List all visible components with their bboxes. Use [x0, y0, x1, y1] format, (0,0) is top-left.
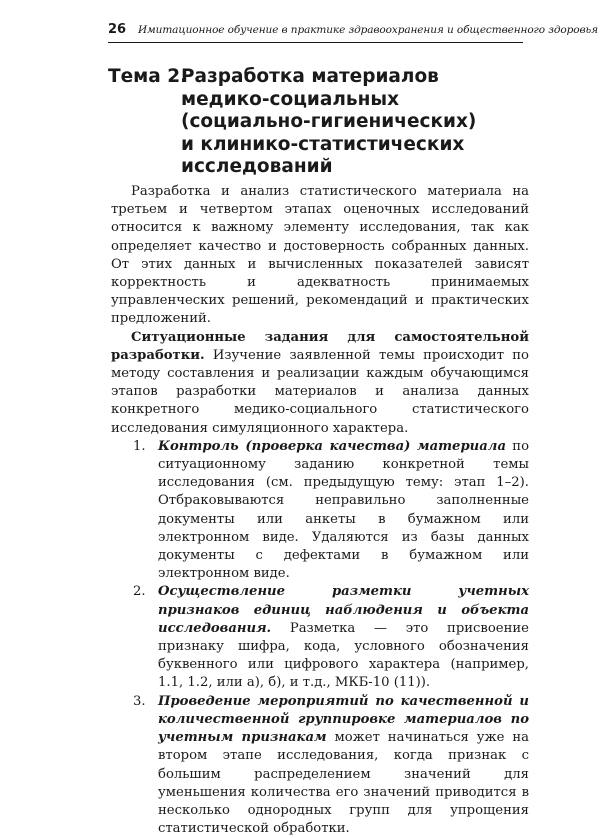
list-item-text: по ситуационному заданию конкретной темы исследования (см. предыдущую тему: этап 1–2). Отбраковываются неправильно заполненные документы или анкеты в бумажном или электронном виде. Удаляются из базы данных документы с дефектами в бумажном или электронном виде. — [158, 438, 530, 582]
list-item-number: 2. — [133, 584, 146, 600]
list-item-body — [158, 583, 529, 692]
tasks-text: Изучение заявленной темы происходит по методу составления и реализации каждым обучающимся этапов разработки материалов и анализа данных конкретного медико-социального статистического исследования симуляционного характера. — [111, 347, 529, 436]
page-number: 26 — [108, 22, 127, 37]
chapter-title — [181, 66, 528, 179]
running-head — [108, 18, 598, 43]
chapter-title-line: Разработка материалов — [181, 66, 439, 87]
list-item-term: Осуществление разметки учетных признаков единиц наблюдения и объекта исследования. — [158, 584, 529, 636]
list-item-term: Проведение мероприятий по качественной и количественной группировке материалов по учетным признакам — [158, 693, 529, 746]
chapter-title-line: исследований — [181, 156, 333, 177]
list-item — [133, 693, 529, 838]
tasks-lead: Ситуационные задания для самостоятельной разработки. — [111, 329, 529, 363]
chapter-title-line: (социально-гигиенических) — [181, 111, 477, 132]
list-item-body — [158, 693, 529, 838]
list-item-text: может начинаться уже на втором этапе исследования, когда признак с большим распределением значений для уменьшения количества его значений приводится в несколько однородных групп для упрощения статистической обработки. — [158, 730, 529, 837]
running-title: Имитационное обучение в практике здравоохранения и общественного здоровья — [138, 24, 598, 36]
list-item — [133, 438, 529, 584]
list-item — [133, 583, 529, 692]
list-item-body — [158, 438, 529, 584]
list-item-number: 3. — [133, 693, 146, 709]
chapter-heading — [108, 66, 528, 179]
list-item-text: Разметка — это присвоение признаку шифра, кода, условного обозначения буквенного или цифрового характера (например, 1.1, 1.2, или а), б), и т.д., МКБ-10 (11)). — [158, 620, 529, 691]
chapter-title-line: медико-социальных — [181, 88, 400, 110]
list-item-term: Контроль (проверка качества) материала — [158, 438, 507, 454]
list-item-number: 1. — [133, 438, 146, 454]
body-text — [111, 183, 529, 838]
chapter-number: Тема 2. — [108, 66, 188, 87]
chapter-title-line: и клинико-статистических — [181, 133, 465, 155]
intro-paragraph: Разработка и анализ статистического материала на третьем и четвертом этапах оценочных исследований относится к важному элементу исследования, так как определяет качество и достоверность собранных данных. От этих данных и вычисленных показателей зависят корректность и адекватность принимаемых управленческих решений, рекомендаций и практических предложений. — [111, 184, 529, 327]
tasks-paragraph — [111, 329, 529, 438]
